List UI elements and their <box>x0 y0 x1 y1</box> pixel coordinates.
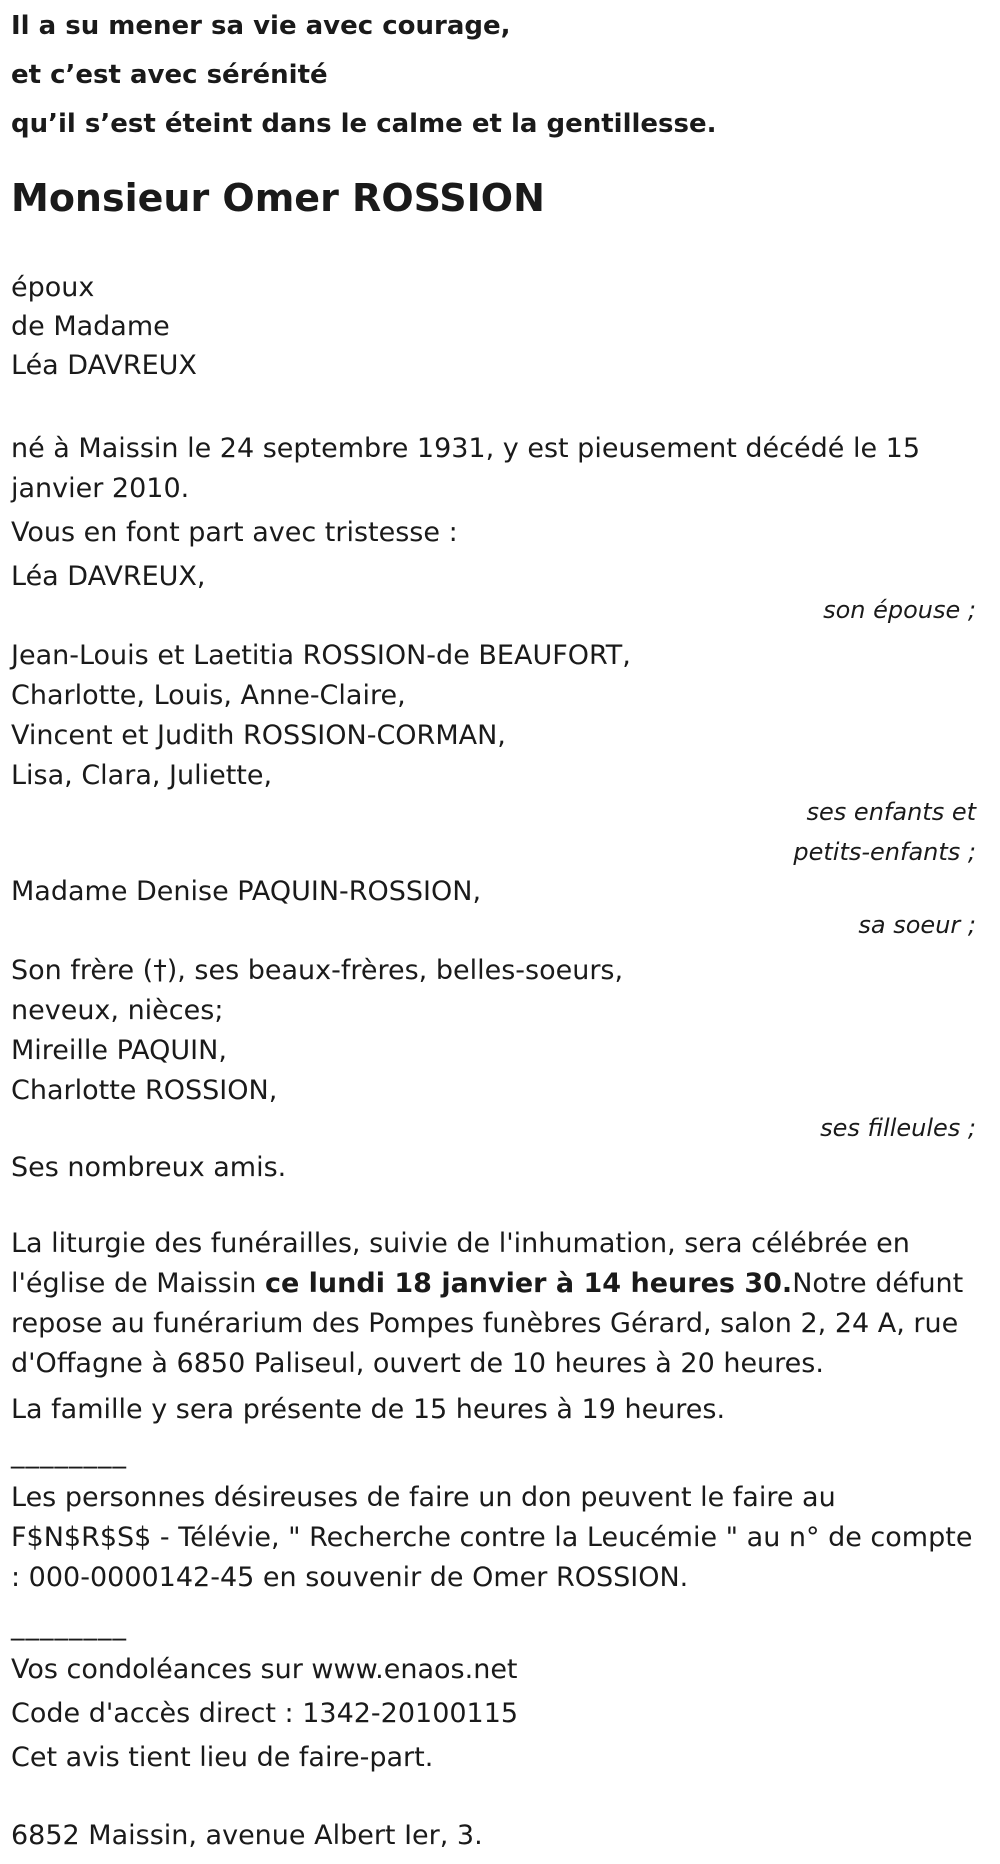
family-line: Lisa, Clara, Juliette, <box>11 760 273 791</box>
birth-death-text: né à Maissin le 24 septembre 1931, y est pieusement décédé le 15 janvier 2010. <box>11 433 921 504</box>
family-sister: Madame Denise PAQUIN-ROSSION, <box>11 876 482 907</box>
family-role-godchildren: ses filleules ; <box>820 1114 976 1142</box>
spouse-line: époux <box>11 272 95 303</box>
address-text: 6852 Maissin, avenue Albert Ier, 3. <box>11 1820 483 1851</box>
intro-line: et c’est avec sérénité <box>11 60 328 90</box>
family-line: Vincent et Judith ROSSION-CORMAN, <box>11 720 506 751</box>
role-line: ses enfants et <box>806 798 976 826</box>
access-code-text: Code d'accès direct : 1342-20100115 <box>11 1698 519 1729</box>
spouse-line: de Madame <box>11 311 170 342</box>
separator-line: ________ <box>11 1438 127 1469</box>
family-children <box>11 636 976 796</box>
family-line: Charlotte ROSSION, <box>11 1075 278 1106</box>
liturgy-date: ce lundi 18 janvier à 14 heures 30. <box>264 1268 793 1299</box>
family-wife: Léa DAVREUX, <box>11 561 206 592</box>
family-presence-text: La famille y sera présente de 15 heures à 19 heures. <box>11 1394 726 1425</box>
family-role-wife: son épouse ; <box>823 596 976 624</box>
intro-line: Il a su mener sa vie avec courage, <box>11 11 511 41</box>
family-others <box>11 951 976 1111</box>
announce-text: Vous en font part avec tristesse : <box>11 517 458 548</box>
spouse-line: Léa DAVREUX <box>11 350 197 381</box>
condolences-text: Vos condoléances sur www.enaos.net <box>11 1654 518 1685</box>
family-line: Jean-Louis et Laetitia ROSSION-de BEAUFORT, <box>11 640 631 671</box>
role-line: petits-enfants ; <box>793 838 976 866</box>
family-role-children <box>11 792 976 872</box>
notice-text: Cet avis tient lieu de faire-part. <box>11 1742 434 1773</box>
family-line: Mireille PAQUIN, <box>11 1035 227 1066</box>
family-friends: Ses nombreux amis. <box>11 1152 287 1183</box>
separator-line: ________ <box>11 1610 127 1641</box>
spouse-block <box>11 268 976 385</box>
intro-quote <box>11 0 976 149</box>
liturgy-part: Notre défunt repose au funérarium des Pompes funèbres Gérard, salon 2, 24 A, rue d'Offagne à 6850 Paliseul, ouvert de 10 heures à 20 heures. <box>11 1268 964 1379</box>
family-line: Charlotte, Louis, Anne-Claire, <box>11 680 406 711</box>
intro-line: qu’il s’est éteint dans le calme et la gentillesse. <box>11 109 717 139</box>
family-line: Son frère (†), ses beaux-frères, belles-soeurs, <box>11 955 624 986</box>
family-role-sister: sa soeur ; <box>858 911 976 939</box>
liturgy-part: La liturgie des funérailles, suivie de l'inhumation, sera célébrée en l'église de Maissin <box>11 1228 910 1299</box>
deceased-name: Monsieur Omer ROSSION <box>11 176 545 220</box>
family-line: neveux, nièces; <box>11 995 224 1026</box>
liturgy-text <box>11 1224 976 1384</box>
donation-text: Les personnes désireuses de faire un don peuvent le faire au F$N$R$S$ - Télévie, " Recherche contre la Leucémie " au n° de compte : 000-0000142-45 en souvenir de Omer ROSSION. <box>11 1482 973 1593</box>
